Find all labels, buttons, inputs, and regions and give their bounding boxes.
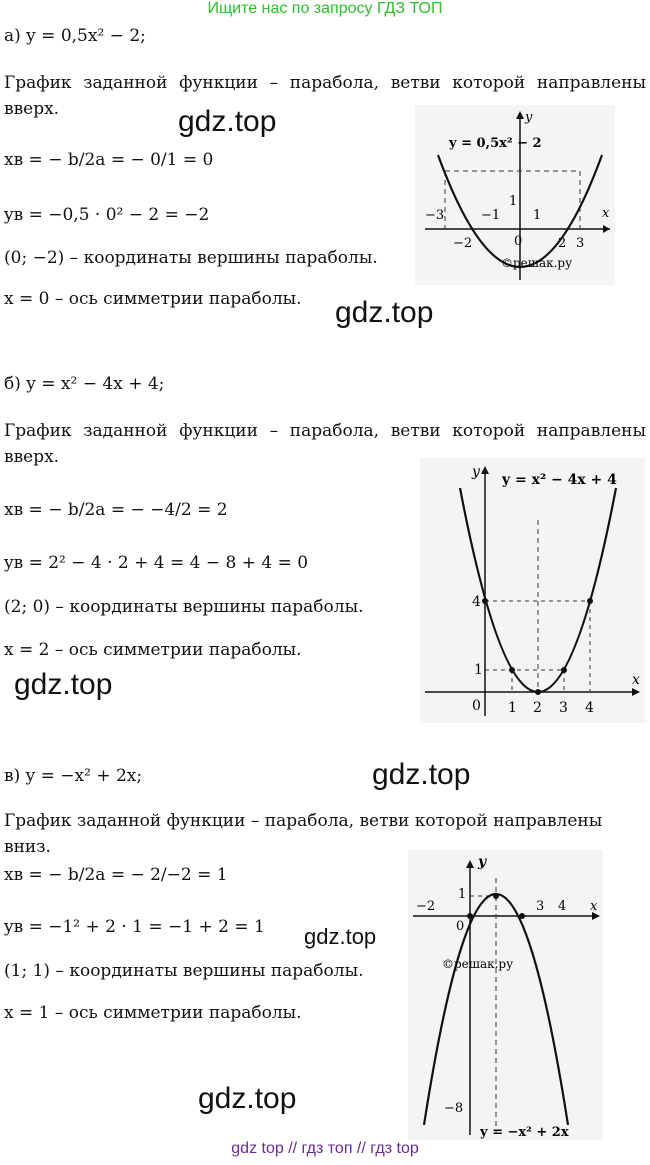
- section-a-symmetry-axis: x = 0 – ось симметрии параболы.: [4, 289, 302, 309]
- section-b-symmetry-axis: x = 2 – ось симметрии параболы.: [4, 640, 302, 660]
- graph-c-x-tick-4: 4: [558, 899, 567, 914]
- graph-b-y-axis-label: y: [472, 464, 480, 480]
- watermark: gdz.top: [178, 105, 277, 138]
- graph-b-point-4-4: [587, 598, 593, 604]
- watermark: gdz.top: [198, 1082, 297, 1115]
- graph-a-x-axis-label: x: [602, 206, 610, 221]
- graph-a-credit: ©решак.ру: [501, 256, 573, 270]
- graph-b-y-tick-4: 4: [472, 594, 481, 610]
- graph-c-vertex-point: [493, 893, 499, 899]
- section-a-description: График заданной функции – парабола, ветви которой направлены вверх.: [4, 73, 646, 119]
- graph-a-equation-label: y = 0,5x² − 2: [449, 136, 542, 151]
- graph-c-y-tick-1: 1: [458, 887, 467, 902]
- footer-links: gdz top // гдз топ // гдз top: [231, 1140, 419, 1157]
- graph-c-y-tick-neg8: −8: [444, 1101, 464, 1116]
- graph-c-x-tick-0: 0: [456, 919, 465, 934]
- section-c-symmetry-axis: x = 1 – ось симметрии параболы.: [4, 1003, 302, 1023]
- section-b-vertex-coords: (2; 0) – координаты вершины параболы.: [4, 597, 364, 617]
- graph-a-x-tick-1: 1: [533, 208, 542, 223]
- section-a-vertex-coords: (0; −2) – координаты вершины параболы.: [4, 248, 378, 268]
- section-c-vertex-x: xв = − b/2a = − 2/−2 = 1: [4, 865, 228, 885]
- graph-b-y-tick-1: 1: [474, 662, 483, 678]
- graph-c-x-tick-neg2: −2: [416, 899, 436, 914]
- graph-c-point-2-0: [519, 913, 525, 919]
- header-banner: Ищите нас по запросу ГДЗ ТОП: [207, 0, 443, 17]
- section-b-description: График заданной функции – парабола, ветви которой направлены вверх.: [4, 421, 646, 467]
- graph-a-x-tick-3: 3: [576, 236, 585, 251]
- graph-c-credit: ©решак.ру: [442, 957, 514, 971]
- watermark: gdz.top: [14, 668, 113, 701]
- graph-b-equation-label: y = x² − 4x + 4: [502, 472, 617, 488]
- graph-b-x-tick-0: 0: [472, 698, 481, 714]
- graph-b-point-3-1: [561, 667, 567, 673]
- graph-a-x-tick-neg2: −2: [453, 236, 473, 251]
- graph-c: [408, 850, 603, 1140]
- graph-c-equation-label: y = −x² + 2x: [480, 1125, 569, 1140]
- graph-b-point-0-4: [482, 598, 488, 604]
- graph-b-point-1-1: [509, 667, 515, 673]
- section-b-vertex-y: yв = 2² − 4 · 2 + 4 = 4 − 8 + 4 = 0: [4, 553, 309, 573]
- section-c-vertex-coords: (1; 1) – координаты вершины параболы.: [4, 961, 364, 981]
- section-c-vertex-y: yв = −1² + 2 · 1 = −1 + 2 = 1: [4, 917, 265, 937]
- graph-b-x-tick-1: 1: [508, 700, 517, 716]
- section-b-vertex-x: xв = − b/2a = − −4/2 = 2: [4, 500, 228, 520]
- graph-c-y-axis-label: y: [478, 854, 487, 870]
- graph-a-x-tick-0: 0: [514, 234, 523, 249]
- section-a-title: а) y = 0,5x² − 2;: [4, 26, 146, 46]
- watermark: gdz.top: [335, 296, 434, 329]
- graph-a: [415, 105, 615, 285]
- graph-b-x-tick-2: 2: [533, 700, 542, 716]
- graph-a-x-tick-neg1: −1: [481, 208, 501, 223]
- section-c-description: График заданной функции – парабола, ветви которой направлены вниз.: [4, 811, 603, 857]
- graph-b-x-tick-4: 4: [585, 700, 594, 716]
- section-b-title: б) y = x² − 4x + 4;: [4, 374, 165, 394]
- graph-a-y-axis-label: y: [525, 110, 533, 125]
- graph-b-x-tick-3: 3: [559, 700, 568, 716]
- graph-b-x-axis-label: x: [632, 672, 640, 688]
- graph-a-x-tick-2: 2: [558, 236, 567, 251]
- graph-a-x-tick-neg3: −3: [425, 208, 445, 223]
- watermark: gdz.top: [304, 924, 377, 949]
- section-c-title: в) y = −x² + 2x;: [4, 766, 143, 786]
- graph-b: [420, 458, 645, 723]
- graph-c-x-axis-label: x: [590, 899, 598, 914]
- graph-c-point-0-0: [467, 913, 473, 919]
- section-a-vertex-x: xв = − b/2a = − 0/1 = 0: [4, 150, 214, 170]
- graph-c-background: [408, 850, 603, 1140]
- graph-b-background: [420, 458, 645, 723]
- watermark: gdz.top: [372, 758, 471, 791]
- graph-c-x-tick-3: 3: [536, 899, 545, 914]
- section-a-vertex-y: yв = −0,5 · 0² − 2 = −2: [4, 205, 210, 225]
- graph-a-y-tick-1: 1: [509, 194, 518, 209]
- graph-b-point-2-0: [535, 689, 541, 695]
